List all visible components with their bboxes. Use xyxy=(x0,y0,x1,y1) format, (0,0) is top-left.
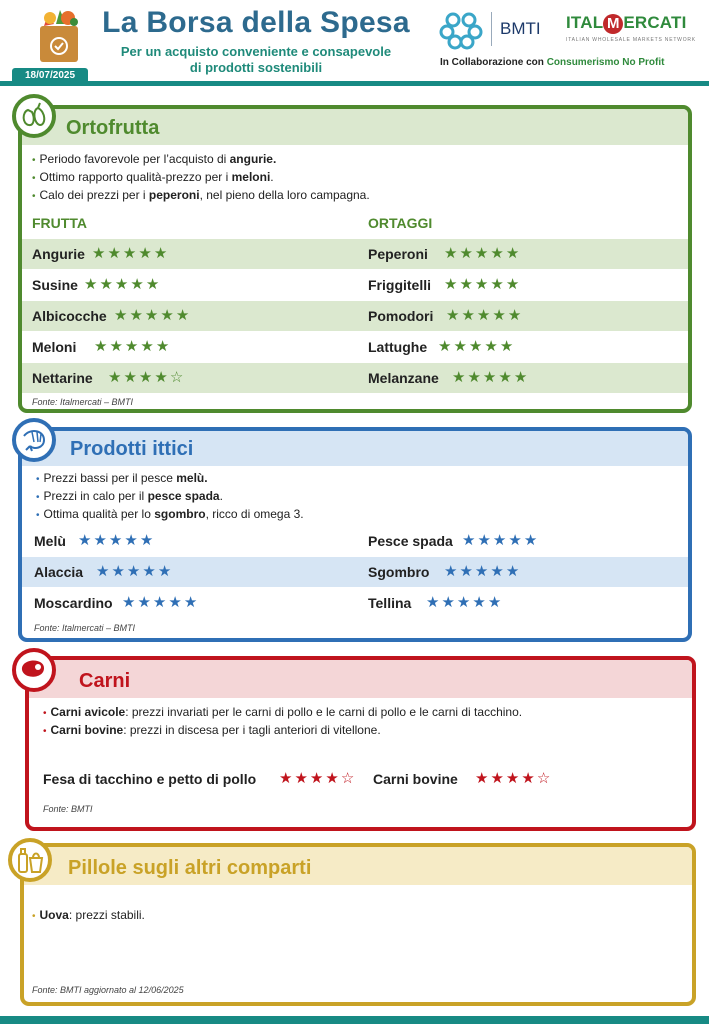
meat-row xyxy=(29,764,692,794)
filled-star-icon: ★ xyxy=(157,563,174,580)
collab-partner: Consumerismo No Profit xyxy=(546,57,665,68)
filled-star-icon: ★ xyxy=(155,338,172,355)
filled-star-icon: ★ xyxy=(490,245,506,262)
bullet-item: • Calo dei prezzi per i peperoni, nel pieno della loro campagna. xyxy=(32,188,370,202)
collaboration-line xyxy=(440,57,664,68)
filled-star-icon: ★ xyxy=(154,369,170,386)
filled-star-icon: ★ xyxy=(160,307,176,324)
rating-stars xyxy=(84,275,161,293)
carni-bullets xyxy=(43,704,522,740)
filled-star-icon: ★ xyxy=(94,338,110,355)
italmercati-logo xyxy=(566,13,687,34)
filled-star-icon: ★ xyxy=(505,563,522,580)
rating-stars xyxy=(446,306,523,324)
frutta-column-header: FRUTTA xyxy=(32,215,87,231)
filled-star-icon: ★ xyxy=(521,770,537,787)
filled-star-icon: ★ xyxy=(452,369,468,386)
filled-star-icon: ★ xyxy=(325,770,341,787)
rating-stars xyxy=(114,306,191,324)
filled-star-icon: ★ xyxy=(508,532,524,549)
frutta-name: Albicocche xyxy=(32,308,107,324)
table-row xyxy=(22,557,688,587)
filled-star-icon: ★ xyxy=(96,563,112,580)
filled-star-icon: ★ xyxy=(139,532,156,549)
rating-stars xyxy=(122,593,199,611)
bullet-item: • Prezzi in calo per il pesce spada. xyxy=(36,489,223,503)
subtitle-line-1: Per un acquisto conveniente e consapevole xyxy=(120,44,392,59)
rating-stars xyxy=(96,562,173,580)
filled-star-icon: ★ xyxy=(498,369,514,386)
table-row xyxy=(22,363,688,393)
rating-stars xyxy=(78,531,155,549)
filled-star-icon: ★ xyxy=(123,369,139,386)
filled-star-icon: ★ xyxy=(152,594,169,611)
table-row xyxy=(22,526,688,556)
filled-star-icon: ★ xyxy=(477,532,493,549)
ortaggi-name: Peperoni xyxy=(368,246,428,262)
filled-star-icon: ★ xyxy=(453,338,469,355)
filled-star-icon: ★ xyxy=(468,338,485,355)
carni-header xyxy=(29,660,692,698)
bullet-item: • Ottimo rapporto qualità-prezzo per i meloni. xyxy=(32,170,274,184)
header-divider-bar xyxy=(0,81,709,86)
filled-star-icon: ★ xyxy=(99,276,115,293)
filled-star-icon: ★ xyxy=(505,245,522,262)
shopping-bag-logo-icon xyxy=(34,8,84,64)
filled-star-icon: ★ xyxy=(482,369,499,386)
subtitle-line-2: di prodotti sostenibili xyxy=(189,60,323,75)
filled-star-icon: ★ xyxy=(294,770,310,787)
filled-star-icon: ★ xyxy=(444,563,460,580)
fish-name: Tellina xyxy=(368,595,412,611)
filled-star-icon: ★ xyxy=(472,594,488,611)
filled-star-icon: ★ xyxy=(492,532,509,549)
bullet-item: • Periodo favorevole per l’acquisto di angurie. xyxy=(32,152,277,166)
filled-star-icon: ★ xyxy=(109,338,125,355)
logo-divider xyxy=(491,12,492,46)
filled-star-icon: ★ xyxy=(107,245,123,262)
ortaggi-name: Friggitelli xyxy=(368,277,431,293)
filled-star-icon: ★ xyxy=(124,532,140,549)
table-row xyxy=(22,270,688,300)
filled-star-icon: ★ xyxy=(523,532,540,549)
filled-star-icon: ★ xyxy=(130,276,146,293)
italmercati-tagline: ITALIAN WHOLESALE MARKETS NETWORK xyxy=(566,37,696,43)
bullet-item: • Carni bovine: prezzi in discesa per i tagli anteriori di vitellone. xyxy=(43,723,381,737)
filled-star-icon: ★ xyxy=(459,563,475,580)
filled-star-icon: ★ xyxy=(467,369,483,386)
meat-name: Carni bovine xyxy=(373,771,458,787)
filled-star-icon: ★ xyxy=(175,307,192,324)
table-row xyxy=(22,301,688,331)
filled-star-icon: ★ xyxy=(92,245,108,262)
filled-star-icon: ★ xyxy=(484,338,500,355)
ortaggi-name: Lattughe xyxy=(368,339,428,355)
filled-star-icon: ★ xyxy=(459,245,475,262)
filled-star-icon: ★ xyxy=(487,594,504,611)
fish-name: Moscardino xyxy=(34,595,113,611)
ittici-section xyxy=(18,427,692,642)
filled-star-icon: ★ xyxy=(111,563,127,580)
filled-star-icon: ★ xyxy=(137,594,153,611)
empty-star-icon: ☆ xyxy=(169,369,186,386)
filled-star-icon: ★ xyxy=(444,245,460,262)
filled-star-icon: ★ xyxy=(126,563,143,580)
filled-star-icon: ★ xyxy=(183,594,200,611)
filled-star-icon: ★ xyxy=(124,338,141,355)
filled-star-icon: ★ xyxy=(93,532,109,549)
filled-star-icon: ★ xyxy=(138,245,154,262)
filled-star-icon: ★ xyxy=(122,245,139,262)
bullet-item: • Prezzi bassi per il pesce melù. xyxy=(36,471,208,485)
filled-star-icon: ★ xyxy=(490,563,506,580)
filled-star-icon: ★ xyxy=(444,276,460,293)
frutta-name: Susine xyxy=(32,277,78,293)
filled-star-icon: ★ xyxy=(144,307,161,324)
bullet-item: • Carni avicole: prezzi invariati per le carni di pollo e le carni di pollo e le carni di tacchino. xyxy=(43,705,523,719)
rating-stars xyxy=(279,769,356,787)
ittici-bullets xyxy=(36,470,304,524)
fish-name: Melù xyxy=(34,533,66,549)
filled-star-icon: ★ xyxy=(140,338,156,355)
rating-stars xyxy=(452,368,529,386)
ortofrutta-section xyxy=(18,105,692,413)
pillole-section xyxy=(20,843,696,1006)
rating-stars xyxy=(108,368,185,386)
ortofrutta-title: Ortofrutta xyxy=(66,117,160,139)
rating-stars xyxy=(462,531,539,549)
carni-title: Carni xyxy=(79,670,131,692)
filled-star-icon: ★ xyxy=(446,307,462,324)
source-note: Fonte: Italmercati – BMTI xyxy=(34,623,136,633)
meat-name: Fesa di tacchino e petto di pollo xyxy=(43,771,257,787)
date-badge: 18/07/2025 xyxy=(12,68,88,84)
footer-bar xyxy=(0,1016,709,1024)
ortofrutta-header xyxy=(22,109,688,145)
ittici-header xyxy=(22,431,688,466)
filled-star-icon: ★ xyxy=(122,594,138,611)
filled-star-icon: ★ xyxy=(114,307,130,324)
bottle-and-bag-icon xyxy=(8,838,52,882)
rating-stars xyxy=(444,562,521,580)
filled-star-icon: ★ xyxy=(474,276,491,293)
filled-star-icon: ★ xyxy=(129,307,145,324)
rating-stars xyxy=(426,593,503,611)
filled-star-icon: ★ xyxy=(505,770,522,787)
bullet-item: • Uova: prezzi stabili. xyxy=(32,908,145,922)
ortaggi-name: Pomodori xyxy=(368,308,434,324)
ittici-title: Prodotti ittici xyxy=(70,438,194,460)
bmti-logo-text: BMTI xyxy=(500,19,541,38)
italmercati-logo-post: ERCATI xyxy=(623,13,687,32)
rating-stars xyxy=(94,337,171,355)
filled-star-icon: ★ xyxy=(279,770,295,787)
filled-star-icon: ★ xyxy=(462,532,478,549)
filled-star-icon: ★ xyxy=(490,770,506,787)
carni-section xyxy=(25,656,696,831)
filled-star-icon: ★ xyxy=(476,307,493,324)
fish-name: Pesce spada xyxy=(368,533,453,549)
rating-stars xyxy=(438,337,515,355)
table-row xyxy=(22,239,688,269)
filled-star-icon: ★ xyxy=(456,594,473,611)
filled-star-icon: ★ xyxy=(114,276,131,293)
fish-name: Alaccia xyxy=(34,564,84,580)
frutta-name: Nettarine xyxy=(32,370,93,386)
pillole-title: Pillole sugli altri comparti xyxy=(68,857,312,879)
filled-star-icon: ★ xyxy=(438,338,454,355)
filled-star-icon: ★ xyxy=(474,245,491,262)
pillole-bullets xyxy=(32,907,145,925)
ortaggi-column-header: ORTAGGI xyxy=(368,215,433,231)
filled-star-icon: ★ xyxy=(108,532,125,549)
rating-stars xyxy=(444,275,521,293)
filled-star-icon: ★ xyxy=(459,276,475,293)
filled-star-icon: ★ xyxy=(84,276,100,293)
fish-name: Sgombro xyxy=(368,564,430,580)
filled-star-icon: ★ xyxy=(474,563,491,580)
meat-steak-icon xyxy=(12,648,56,692)
filled-star-icon: ★ xyxy=(145,276,162,293)
fruit-icon xyxy=(12,94,56,138)
filled-star-icon: ★ xyxy=(507,307,524,324)
source-note: Fonte: BMTI xyxy=(43,804,93,814)
collab-prefix: In Collaborazione con xyxy=(440,57,544,68)
filled-star-icon: ★ xyxy=(78,532,94,549)
bullet-item: • Ottima qualità per lo sgombro, ricco di omega 3. xyxy=(36,507,304,521)
filled-star-icon: ★ xyxy=(513,369,530,386)
filled-star-icon: ★ xyxy=(475,770,491,787)
source-note: Fonte: Italmercati – BMTI xyxy=(32,397,134,407)
italmercati-logo-m: M xyxy=(603,14,623,34)
filled-star-icon: ★ xyxy=(138,369,155,386)
rating-stars xyxy=(444,244,521,262)
page-title: La Borsa della Spesa xyxy=(102,6,410,39)
filled-star-icon: ★ xyxy=(490,276,506,293)
filled-star-icon: ★ xyxy=(168,594,184,611)
empty-star-icon: ☆ xyxy=(340,770,357,787)
frutta-name: Angurie xyxy=(32,246,85,262)
ortofrutta-bullets xyxy=(32,151,370,205)
filled-star-icon: ★ xyxy=(492,307,508,324)
source-note: Fonte: BMTI aggiornato al 12/06/2025 xyxy=(32,985,184,995)
table-row xyxy=(22,588,688,618)
ortaggi-name: Melanzane xyxy=(368,370,439,386)
bmti-logo-icon xyxy=(437,8,485,50)
filled-star-icon: ★ xyxy=(108,369,124,386)
filled-star-icon: ★ xyxy=(153,245,170,262)
page-subtitle xyxy=(96,44,416,76)
filled-star-icon: ★ xyxy=(505,276,522,293)
filled-star-icon: ★ xyxy=(441,594,457,611)
shrimp-icon xyxy=(12,418,56,462)
italmercati-logo-pre: ITAL xyxy=(566,13,604,32)
empty-star-icon: ☆ xyxy=(536,770,553,787)
pillole-header xyxy=(24,847,692,885)
rating-stars xyxy=(475,769,552,787)
filled-star-icon: ★ xyxy=(142,563,158,580)
rating-stars xyxy=(92,244,169,262)
filled-star-icon: ★ xyxy=(426,594,442,611)
frutta-name: Meloni xyxy=(32,339,77,355)
table-row xyxy=(22,332,688,362)
filled-star-icon: ★ xyxy=(499,338,516,355)
filled-star-icon: ★ xyxy=(461,307,477,324)
filled-star-icon: ★ xyxy=(309,770,326,787)
